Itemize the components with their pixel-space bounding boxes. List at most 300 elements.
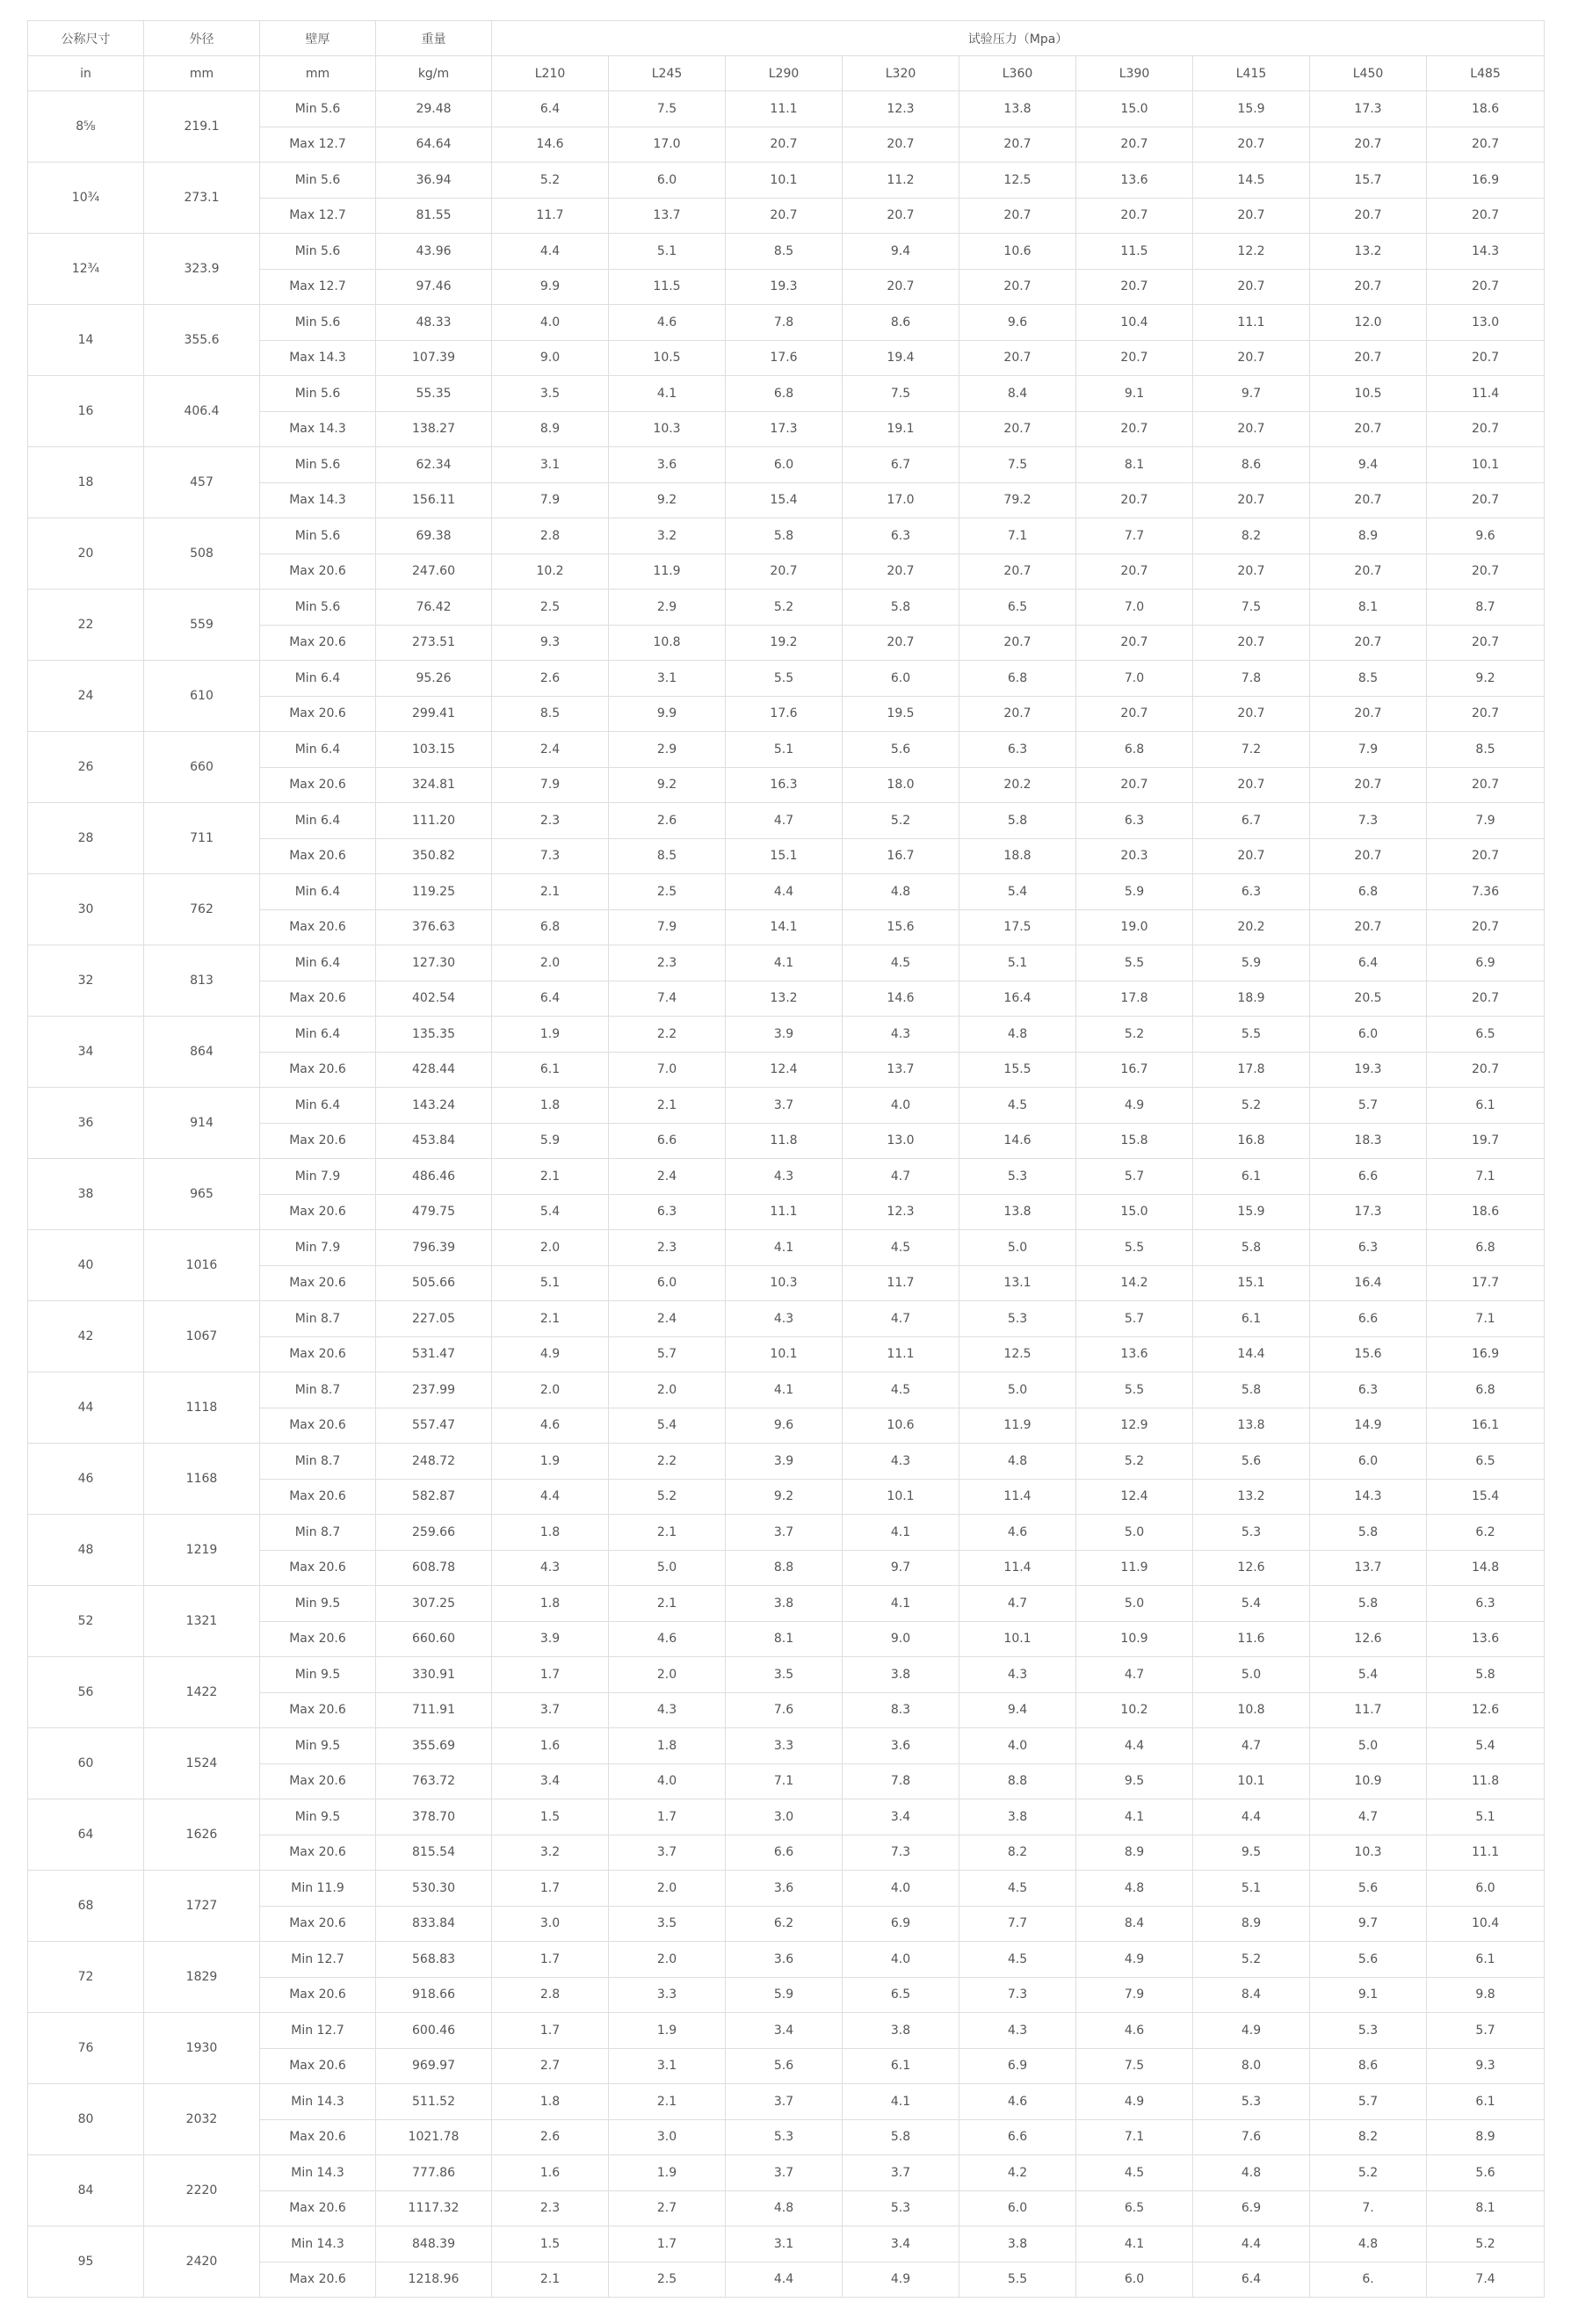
weight-cell: 777.86 <box>376 2155 492 2191</box>
wall-thickness-cell: Min 6.4 <box>260 874 376 910</box>
pressure-cell: 9.4 <box>843 234 959 270</box>
pressure-cell: 4.4 <box>492 1479 609 1515</box>
outer-diameter-cell: 864 <box>144 1017 260 1088</box>
pressure-cell: 20.7 <box>1427 625 1545 661</box>
outer-diameter-cell: 559 <box>144 590 260 661</box>
pressure-cell: 14.5 <box>1193 163 1310 199</box>
pipe-spec-table <box>27 20 1545 2298</box>
pressure-cell: 19.7 <box>1427 1123 1545 1159</box>
pressure-cell: 7.5 <box>609 91 726 127</box>
pressure-cell: 4.4 <box>1193 2226 1310 2262</box>
weight-cell: 156.11 <box>376 482 492 518</box>
nominal-size-cell: 46 <box>28 1444 144 1515</box>
weight-cell: 378.70 <box>376 1799 492 1835</box>
pressure-cell: 4.8 <box>843 874 959 910</box>
pressure-cell: 10.8 <box>1193 1692 1310 1728</box>
pressure-cell: 4.5 <box>1076 2155 1193 2191</box>
pressure-cell: 8.7 <box>1427 590 1545 626</box>
pressure-cell: 15.7 <box>1310 163 1427 199</box>
wall-thickness-cell: Min 12.7 <box>260 1942 376 1978</box>
pressure-cell: 20.7 <box>959 696 1076 732</box>
pressure-cell: 9.1 <box>1310 1977 1427 2013</box>
pressure-cell: 20.7 <box>1310 696 1427 732</box>
pressure-cell: 5.0 <box>1076 1515 1193 1551</box>
pressure-cell: 4.9 <box>1193 2013 1310 2049</box>
pressure-cell: 2.4 <box>492 732 609 768</box>
wall-thickness-cell: Max 20.6 <box>260 1906 376 1942</box>
pressure-cell: 11.7 <box>492 198 609 234</box>
pressure-cell: 4.7 <box>726 803 843 839</box>
weight-cell: 660.60 <box>376 1621 492 1657</box>
pressure-cell: 20.7 <box>1076 127 1193 163</box>
pressure-cell: 2.2 <box>609 1444 726 1480</box>
pressure-cell: 2.3 <box>609 945 726 981</box>
pressure-cell: 4.5 <box>959 1942 1076 1978</box>
table-row <box>28 2013 1545 2049</box>
pressure-cell: 5.6 <box>726 2048 843 2084</box>
pressure-cell: 2.1 <box>492 1301 609 1337</box>
pressure-cell: 15.4 <box>726 482 843 518</box>
wall-thickness-cell: Max 14.3 <box>260 340 376 376</box>
wall-thickness-cell: Min 9.5 <box>260 1657 376 1693</box>
wall-thickness-cell: Max 20.6 <box>260 981 376 1017</box>
pressure-cell: 7.1 <box>1427 1159 1545 1195</box>
pressure-cell: 5.8 <box>726 518 843 554</box>
pressure-cell: 17.0 <box>609 127 726 163</box>
grade-header: L290 <box>726 56 843 91</box>
pressure-cell: 5.2 <box>1193 1088 1310 1124</box>
wall-thickness-cell: Max 20.6 <box>260 1763 376 1799</box>
pressure-cell: 9.2 <box>609 482 726 518</box>
pressure-cell: 7.3 <box>959 1977 1076 2013</box>
table-row <box>28 1657 1545 1693</box>
pressure-cell: 7.5 <box>1076 2048 1193 2084</box>
pressure-cell: 19.4 <box>843 340 959 376</box>
pressure-cell: 2.1 <box>492 2262 609 2298</box>
pressure-cell: 6.3 <box>1310 1372 1427 1408</box>
table-row <box>28 590 1545 626</box>
weight-cell: 48.33 <box>376 305 492 341</box>
pressure-cell: 7.1 <box>1076 2119 1193 2155</box>
pressure-cell: 20.7 <box>1427 269 1545 305</box>
pressure-cell: 4.7 <box>959 1586 1076 1622</box>
pressure-cell: 19.1 <box>843 411 959 447</box>
nominal-size-cell: 14 <box>28 305 144 376</box>
pressure-cell: 2.1 <box>609 1586 726 1622</box>
pressure-cell: 12.5 <box>959 1336 1076 1372</box>
pressure-cell: 16.7 <box>843 838 959 874</box>
pressure-cell: 3.7 <box>609 1835 726 1871</box>
nominal-size-cell: 42 <box>28 1301 144 1372</box>
header-weight: 重量 <box>376 21 492 56</box>
pressure-cell: 18.6 <box>1427 1194 1545 1230</box>
pressure-cell: 17.3 <box>726 411 843 447</box>
pressure-cell: 19.3 <box>726 269 843 305</box>
pressure-cell: 3.5 <box>492 376 609 412</box>
pressure-cell: 20.7 <box>1076 269 1193 305</box>
wall-thickness-cell: Min 8.7 <box>260 1372 376 1408</box>
pressure-cell: 10.1 <box>1427 447 1545 483</box>
wall-thickness-cell: Max 12.7 <box>260 198 376 234</box>
pressure-cell: 4.7 <box>1193 1728 1310 1764</box>
pressure-cell: 7.9 <box>492 767 609 803</box>
wall-thickness-cell: Max 20.6 <box>260 2262 376 2298</box>
pressure-cell: 16.9 <box>1427 1336 1545 1372</box>
pressure-cell: 2.0 <box>492 1372 609 1408</box>
pressure-cell: 4.5 <box>843 945 959 981</box>
pressure-cell: 11.1 <box>1193 305 1310 341</box>
pressure-cell: 4.3 <box>726 1159 843 1195</box>
pressure-cell: 20.7 <box>1193 625 1310 661</box>
pressure-cell: 8.8 <box>959 1763 1076 1799</box>
pressure-cell: 5.0 <box>959 1230 1076 1266</box>
pressure-cell: 1.7 <box>492 1657 609 1693</box>
pressure-cell: 6.5 <box>1427 1444 1545 1480</box>
wall-thickness-cell: Max 20.6 <box>260 767 376 803</box>
pressure-cell: 20.7 <box>1427 554 1545 590</box>
outer-diameter-cell: 355.6 <box>144 305 260 376</box>
pressure-cell: 20.7 <box>1076 411 1193 447</box>
pressure-cell: 11.1 <box>726 1194 843 1230</box>
pressure-cell: 5.7 <box>1310 2084 1427 2120</box>
pressure-cell: 17.7 <box>1427 1265 1545 1301</box>
pressure-cell: 3.8 <box>843 2013 959 2049</box>
table-row <box>28 2155 1545 2191</box>
pressure-cell: 8.3 <box>843 1692 959 1728</box>
weight-cell: 227.05 <box>376 1301 492 1337</box>
pressure-cell: 8.6 <box>1310 2048 1427 2084</box>
pressure-cell: 20.7 <box>843 625 959 661</box>
pressure-cell: 5.7 <box>609 1336 726 1372</box>
table-row <box>28 447 1545 483</box>
pressure-cell: 12.3 <box>843 91 959 127</box>
pressure-cell: 6.9 <box>1193 2190 1310 2226</box>
pressure-cell: 6.8 <box>1427 1230 1545 1266</box>
pressure-cell: 5.0 <box>1076 1586 1193 1622</box>
outer-diameter-cell: 610 <box>144 661 260 732</box>
wall-thickness-cell: Min 8.7 <box>260 1301 376 1337</box>
pressure-cell: 8.6 <box>843 305 959 341</box>
nominal-size-cell: 12¾ <box>28 234 144 305</box>
pressure-cell: 4.3 <box>492 1550 609 1586</box>
pressure-cell: 5.1 <box>492 1265 609 1301</box>
pressure-cell: 6.7 <box>843 447 959 483</box>
table-row <box>28 1871 1545 1907</box>
pressure-cell: 20.7 <box>959 198 1076 234</box>
weight-cell: 103.15 <box>376 732 492 768</box>
weight-cell: 531.47 <box>376 1336 492 1372</box>
weight-cell: 97.46 <box>376 269 492 305</box>
header-test-pressure: 试验压力（Mpa） <box>492 21 1545 56</box>
pressure-cell: 2.3 <box>609 1230 726 1266</box>
wall-thickness-cell: Max 12.7 <box>260 127 376 163</box>
pressure-cell: 6.6 <box>1310 1301 1427 1337</box>
weight-cell: 247.60 <box>376 554 492 590</box>
wall-thickness-cell: Min 12.7 <box>260 2013 376 2049</box>
outer-diameter-cell: 813 <box>144 945 260 1017</box>
pressure-cell: 1.8 <box>492 1586 609 1622</box>
pressure-cell: 20.7 <box>1076 482 1193 518</box>
pressure-cell: 20.7 <box>959 269 1076 305</box>
pressure-cell: 5.6 <box>1310 1942 1427 1978</box>
pressure-cell: 13.2 <box>1193 1479 1310 1515</box>
pressure-cell: 7.1 <box>726 1763 843 1799</box>
pressure-cell: 16.8 <box>1193 1123 1310 1159</box>
pressure-cell: 14.8 <box>1427 1550 1545 1586</box>
pressure-cell: 10.8 <box>609 625 726 661</box>
wall-thickness-cell: Max 20.6 <box>260 1479 376 1515</box>
pressure-cell: 20.7 <box>843 127 959 163</box>
weight-cell: 1021.78 <box>376 2119 492 2155</box>
pressure-cell: 3.3 <box>609 1977 726 2013</box>
pressure-cell: 4.6 <box>959 1515 1076 1551</box>
pressure-cell: 10.1 <box>726 1336 843 1372</box>
outer-diameter-cell: 273.1 <box>144 163 260 234</box>
pressure-cell: 4.3 <box>843 1017 959 1053</box>
pressure-cell: 4.6 <box>609 305 726 341</box>
pressure-cell: 9.2 <box>726 1479 843 1515</box>
pressure-cell: 11.6 <box>1193 1621 1310 1657</box>
pressure-cell: 16.4 <box>1310 1265 1427 1301</box>
pressure-cell: 2.0 <box>609 1871 726 1907</box>
pressure-cell: 6.5 <box>1076 2190 1193 2226</box>
pressure-cell: 5.1 <box>726 732 843 768</box>
pressure-cell: 11.1 <box>1427 1835 1545 1871</box>
pressure-cell: 13.7 <box>843 1052 959 1088</box>
pressure-cell: 6.4 <box>492 91 609 127</box>
pressure-cell: 20.7 <box>1193 767 1310 803</box>
pressure-cell: 9.7 <box>1193 376 1310 412</box>
pressure-cell: 15.9 <box>1193 91 1310 127</box>
weight-cell: 969.97 <box>376 2048 492 2084</box>
outer-diameter-cell: 406.4 <box>144 376 260 447</box>
pressure-cell: 5.6 <box>843 732 959 768</box>
pressure-cell: 14.3 <box>1310 1479 1427 1515</box>
pressure-cell: 11.4 <box>1427 376 1545 412</box>
table-row <box>28 2084 1545 2120</box>
weight-cell: 1117.32 <box>376 2190 492 2226</box>
pressure-cell: 3.8 <box>843 1657 959 1693</box>
pressure-cell: 5.9 <box>1076 874 1193 910</box>
weight-cell: 237.99 <box>376 1372 492 1408</box>
wall-thickness-cell: Max 20.6 <box>260 1336 376 1372</box>
pressure-cell: 20.7 <box>1310 838 1427 874</box>
pressure-cell: 2.1 <box>492 1159 609 1195</box>
pressure-cell: 11.5 <box>1076 234 1193 270</box>
pressure-cell: 4.7 <box>843 1301 959 1337</box>
wall-thickness-cell: Min 8.7 <box>260 1444 376 1480</box>
pressure-cell: 6.3 <box>609 1194 726 1230</box>
header-outer-diameter: 外径 <box>144 21 260 56</box>
pressure-cell: 5.0 <box>1193 1657 1310 1693</box>
pressure-cell: 12.9 <box>1076 1408 1193 1444</box>
pressure-cell: 13.8 <box>959 91 1076 127</box>
grade-header: L450 <box>1310 56 1427 91</box>
pressure-cell: 2.2 <box>609 1017 726 1053</box>
pressure-cell: 8.9 <box>1427 2119 1545 2155</box>
outer-diameter-cell: 1626 <box>144 1799 260 1871</box>
weight-cell: 428.44 <box>376 1052 492 1088</box>
pressure-cell: 5.4 <box>492 1194 609 1230</box>
header-row-labels <box>28 21 1545 56</box>
pressure-cell: 6.6 <box>726 1835 843 1871</box>
pressure-cell: 1.9 <box>492 1017 609 1053</box>
wall-thickness-cell: Min 5.6 <box>260 518 376 554</box>
pressure-cell: 8.9 <box>1310 518 1427 554</box>
pressure-cell: 3.5 <box>726 1657 843 1693</box>
wall-thickness-cell: Min 9.5 <box>260 1799 376 1835</box>
weight-cell: 711.91 <box>376 1692 492 1728</box>
pressure-cell: 6.8 <box>1310 874 1427 910</box>
pressure-cell: 3.9 <box>726 1017 843 1053</box>
pressure-cell: 17.0 <box>843 482 959 518</box>
pressure-cell: 10.2 <box>492 554 609 590</box>
pressure-cell: 5.0 <box>1310 1728 1427 1764</box>
pressure-cell: 20.7 <box>1193 696 1310 732</box>
table-row <box>28 874 1545 910</box>
pressure-cell: 5.5 <box>1193 1017 1310 1053</box>
wall-thickness-cell: Min 9.5 <box>260 1728 376 1764</box>
pressure-cell: 5.7 <box>1427 2013 1545 2049</box>
pressure-cell: 10.4 <box>1427 1906 1545 1942</box>
pressure-cell: 6.8 <box>492 909 609 945</box>
pressure-cell: 11.8 <box>726 1123 843 1159</box>
pressure-cell: 1.5 <box>492 2226 609 2262</box>
weight-cell: 350.82 <box>376 838 492 874</box>
pressure-cell: 14.9 <box>1310 1408 1427 1444</box>
pressure-cell: 15.1 <box>1193 1265 1310 1301</box>
pressure-cell: 20.7 <box>1193 269 1310 305</box>
pressure-cell: 10.3 <box>1310 1835 1427 1871</box>
outer-diameter-cell: 1829 <box>144 1942 260 2013</box>
pressure-cell: 15.6 <box>843 909 959 945</box>
wall-thickness-cell: Min 7.9 <box>260 1159 376 1195</box>
pressure-cell: 20.7 <box>1427 198 1545 234</box>
nominal-size-cell: 36 <box>28 1088 144 1159</box>
pressure-cell: 6.6 <box>609 1123 726 1159</box>
pressure-cell: 10.1 <box>843 1479 959 1515</box>
pressure-cell: 11.4 <box>959 1479 1076 1515</box>
pressure-cell: 6.0 <box>843 661 959 697</box>
pressure-cell: 6.4 <box>1310 945 1427 981</box>
pressure-cell: 2.4 <box>609 1159 726 1195</box>
pressure-cell: 17.6 <box>726 696 843 732</box>
outer-diameter-cell: 2420 <box>144 2226 260 2298</box>
nominal-size-cell: 24 <box>28 661 144 732</box>
outer-diameter-cell: 2220 <box>144 2155 260 2226</box>
pressure-cell: 6.0 <box>1310 1444 1427 1480</box>
pressure-cell: 4.8 <box>726 2190 843 2226</box>
weight-cell: 479.75 <box>376 1194 492 1230</box>
pressure-cell: 15.0 <box>1076 1194 1193 1230</box>
pressure-cell: 20.7 <box>959 625 1076 661</box>
pressure-cell: 8.6 <box>1193 447 1310 483</box>
pressure-cell: 5.5 <box>1076 1372 1193 1408</box>
grade-header: L320 <box>843 56 959 91</box>
pressure-cell: 5.8 <box>1193 1230 1310 1266</box>
pressure-cell: 13.6 <box>1427 1621 1545 1657</box>
pressure-cell: 5.4 <box>959 874 1076 910</box>
pressure-cell: 14.6 <box>843 981 959 1017</box>
pressure-cell: 5.2 <box>1076 1444 1193 1480</box>
pressure-cell: 1.7 <box>492 1871 609 1907</box>
pressure-cell: 5.1 <box>1427 1799 1545 1835</box>
table-row <box>28 305 1545 341</box>
pressure-cell: 12.3 <box>843 1194 959 1230</box>
table-row <box>28 163 1545 199</box>
pressure-cell: 4.5 <box>843 1372 959 1408</box>
table-row <box>28 1301 1545 1337</box>
pressure-cell: 4.8 <box>959 1444 1076 1480</box>
pressure-cell: 6.0 <box>609 1265 726 1301</box>
wall-thickness-cell: Max 12.7 <box>260 269 376 305</box>
table-row <box>28 91 1545 127</box>
pressure-cell: 20.7 <box>843 269 959 305</box>
wall-thickness-cell: Max 20.6 <box>260 838 376 874</box>
pressure-cell: 8.0 <box>1193 2048 1310 2084</box>
nominal-size-cell: 95 <box>28 2226 144 2298</box>
pressure-cell: 5.8 <box>843 2119 959 2155</box>
nominal-size-cell: 26 <box>28 732 144 803</box>
pressure-cell: 6.0 <box>1310 1017 1427 1053</box>
pressure-cell: 6.2 <box>726 1906 843 1942</box>
pressure-cell: 5.2 <box>1076 1017 1193 1053</box>
outer-diameter-cell: 1422 <box>144 1657 260 1728</box>
wall-thickness-cell: Max 14.3 <box>260 482 376 518</box>
pressure-cell: 4.8 <box>959 1017 1076 1053</box>
pressure-cell: 2.1 <box>609 2084 726 2120</box>
outer-diameter-cell: 1930 <box>144 2013 260 2084</box>
outer-diameter-cell: 1524 <box>144 1728 260 1799</box>
pressure-cell: 2.0 <box>492 1230 609 1266</box>
pressure-cell: 6.8 <box>1427 1372 1545 1408</box>
pressure-cell: 8.1 <box>1076 447 1193 483</box>
pressure-cell: 12.6 <box>1427 1692 1545 1728</box>
pressure-cell: 7.8 <box>726 305 843 341</box>
pressure-cell: 5.8 <box>1310 1515 1427 1551</box>
nominal-size-cell: 64 <box>28 1799 144 1871</box>
pressure-cell: 5.1 <box>959 945 1076 981</box>
pressure-cell: 4.3 <box>726 1301 843 1337</box>
pressure-cell: 8.4 <box>1076 1906 1193 1942</box>
pressure-cell: 11.7 <box>1310 1692 1427 1728</box>
pressure-cell: 20.7 <box>1427 340 1545 376</box>
pressure-cell: 13.6 <box>1076 1336 1193 1372</box>
pressure-cell: 3.7 <box>843 2155 959 2191</box>
weight-cell: 111.20 <box>376 803 492 839</box>
pressure-cell: 16.4 <box>959 981 1076 1017</box>
pressure-cell: 9.5 <box>1193 1835 1310 1871</box>
pressure-cell: 20.7 <box>959 340 1076 376</box>
pressure-cell: 9.2 <box>609 767 726 803</box>
wall-thickness-cell: Min 5.6 <box>260 376 376 412</box>
pressure-cell: 5.1 <box>1193 1871 1310 1907</box>
table-row <box>28 1586 1545 1622</box>
pressure-cell: 13.0 <box>843 1123 959 1159</box>
pressure-cell: 10.1 <box>959 1621 1076 1657</box>
pressure-cell: 5.9 <box>1193 945 1310 981</box>
pressure-cell: 4.0 <box>843 1088 959 1124</box>
pressure-cell: 4.0 <box>492 305 609 341</box>
pressure-cell: 8.1 <box>1427 2190 1545 2226</box>
weight-cell: 1218.96 <box>376 2262 492 2298</box>
pressure-cell: 4.6 <box>609 1621 726 1657</box>
pressure-cell: 5.9 <box>726 1977 843 2013</box>
pressure-cell: 1.8 <box>492 2084 609 2120</box>
pressure-cell: 20.7 <box>1427 482 1545 518</box>
outer-diameter-cell: 1118 <box>144 1372 260 1444</box>
pressure-cell: 5.7 <box>1310 1088 1427 1124</box>
